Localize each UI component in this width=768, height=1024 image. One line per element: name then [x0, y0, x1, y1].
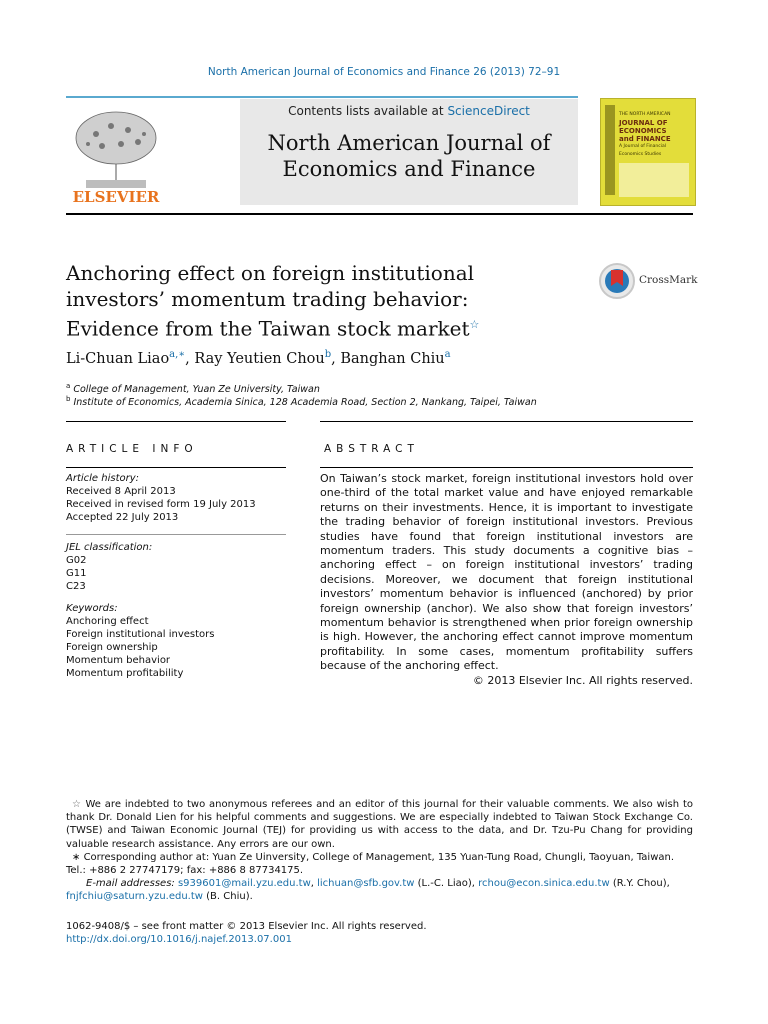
affiliation-b-mark: b — [66, 395, 71, 403]
elsevier-tree-icon — [66, 106, 166, 204]
cover-line6: Economics Studies — [619, 152, 662, 157]
author-2: , Ray Yeutien Chou — [185, 350, 325, 367]
keywords — [66, 602, 286, 680]
cover-line4: and FINANCE — [619, 135, 671, 143]
email-owner: (L.-C. Liao), — [417, 878, 475, 890]
jel-code: G02 — [66, 555, 87, 566]
author-2-sup[interactable]: b — [324, 349, 332, 360]
history-revised: Received in revised form 19 July 2013 — [66, 499, 256, 510]
keyword: Foreign institutional investors — [66, 629, 215, 640]
email-link[interactable]: rchou@econ.sinica.edu.tw — [478, 878, 610, 890]
doi-link[interactable]: http://dx.doi.org/10.1016/j.najef.2013.07.001 — [66, 934, 292, 945]
title-line3: Evidence from the Taiwan stock market — [66, 316, 470, 341]
abstract-top-rule — [320, 421, 693, 422]
acknowledgement-footnote — [66, 798, 693, 851]
header-rule — [66, 96, 578, 98]
history-accepted: Accepted 22 July 2013 — [66, 512, 179, 523]
corresponding-footnote — [66, 851, 693, 864]
affiliation-a — [66, 382, 320, 395]
email-owner: (B. Chiu). — [206, 891, 253, 903]
elsevier-wordmark: ELSEVIER — [72, 188, 160, 204]
author-3: , Banghan Chiu — [331, 350, 445, 367]
jel-code: C23 — [66, 581, 86, 592]
affiliation-b-text: Institute of Economics, Academia Sinica, 128 Academia Road, Section 2, Nankang, Taipei, Taiwan — [73, 397, 537, 409]
affiliation-b — [66, 395, 537, 408]
article-info-heading: ARTICLE INFO — [66, 443, 198, 455]
footnotes — [66, 798, 693, 904]
crossmark-badge[interactable] — [598, 262, 698, 300]
email-owner: (R.Y. Chou), — [612, 878, 670, 890]
cover-line2: JOURNAL OF — [619, 119, 668, 127]
author-1: Li-Chuan Liao — [66, 350, 170, 367]
email-continued — [66, 890, 693, 903]
footnote-star: ☆ — [72, 799, 82, 810]
affiliation-a-mark: a — [66, 382, 71, 390]
crossmark-label: CrossMark — [639, 274, 698, 286]
keyword: Anchoring effect — [66, 616, 149, 627]
running-head[interactable]: North American Journal of Economics and Finance 26 (2013) 72–91 — [207, 66, 561, 78]
article-title — [66, 260, 586, 342]
title-line2: investors’ momentum trading behavior: — [66, 287, 469, 311]
keyword: Momentum profitability — [66, 668, 184, 679]
cover-line3: ECONOMICS — [619, 127, 667, 135]
affiliation-a-text: College of Management, Yuan Ze University, Taiwan — [73, 384, 320, 396]
cover-line1: THE NORTH AMERICAN — [619, 112, 671, 117]
author-1-sup[interactable]: a,∗ — [169, 349, 186, 360]
contents-line — [240, 104, 578, 118]
email-label: E-mail addresses: — [86, 878, 175, 890]
info-top-rule — [66, 421, 286, 422]
email-link[interactable]: fnjfchiu@saturn.yzu.edu.tw — [66, 891, 203, 903]
tel-fax: Tel.: +886 2 27747179; fax: +886 8 87734175. — [66, 865, 304, 877]
journal-title-line2: Economics and Finance — [282, 157, 536, 181]
journal-cover[interactable] — [600, 98, 696, 206]
author-3-sup[interactable]: a — [444, 349, 451, 360]
cover-spine — [605, 105, 615, 195]
author-line — [66, 349, 451, 367]
info-mid-rule — [66, 467, 286, 468]
crossmark-icon — [598, 262, 636, 300]
title-line1: Anchoring effect on foreign institutional — [66, 261, 475, 285]
history-received: Received 8 April 2013 — [66, 486, 176, 497]
footnote-asterisk: ∗ — [72, 851, 81, 863]
email-link[interactable]: s939601@mail.yzu.edu.tw — [177, 878, 311, 890]
cover-line5: A Journal of Financial — [619, 144, 666, 149]
jel-code: G11 — [66, 568, 87, 579]
jel-classification — [66, 541, 286, 593]
jel-label: JEL classification: — [66, 542, 153, 553]
issn-line: 1062-9408/$ – see front matter © 2013 Elsevier Inc. All rights reserved. — [66, 921, 427, 932]
journal-title[interactable] — [240, 130, 578, 182]
keyword: Foreign ownership — [66, 642, 158, 653]
sciencedirect-link[interactable]: ScienceDirect — [447, 104, 530, 118]
info-divider-1 — [66, 534, 286, 535]
abstract-copyright: © 2013 Elsevier Inc. All rights reserved. — [472, 674, 693, 687]
title-footnote-mark[interactable]: ☆ — [469, 318, 480, 331]
article-history — [66, 472, 286, 524]
cover-contents-box — [619, 163, 689, 197]
masthead-rule — [66, 213, 693, 215]
journal-title-line1: North American Journal of — [267, 131, 551, 155]
issn-block — [66, 920, 427, 946]
keywords-label: Keywords: — [66, 603, 118, 614]
abstract-mid-rule — [320, 467, 693, 468]
contents-prefix: Contents lists available at — [288, 104, 448, 118]
elsevier-logo[interactable] — [66, 106, 166, 204]
abstract-heading: ABSTRACT — [324, 443, 419, 455]
email-addresses: E-mail addresses: s939601@mail.yzu.edu.tw, lichuan@sfb.gov.tw (L.-C. Liao), rchou@econ.sinica.edu.tw (R.Y. Chou), — [86, 878, 670, 890]
abstract-text: On Taiwan’s stock market, foreign institutional investors hold over one-third of the total market value and have enjoyed remarkable returns on their investments. Hence, it is important to investigate the trading behavior of foreign institutional investors. Previous studies have found that foreign institutional investors are momentum traders. This study documents a cognitive bias – anchoring effect – on foreign institutional investors’ trading decisions. Moreover, we document that foreign institutional investors’ momentum behavior is influenced (anchored) by prior foreign ownership (anchor). We also show that foreign investors’ momentum behavior is strengthened when prior foreign ownership is high. However, the anchoring effect cannot improve momentum profitability. In some cases, momentum profitability suffers because of the anchoring effect. — [320, 472, 693, 673]
history-label: Article history: — [66, 473, 140, 484]
email-link[interactable]: lichuan@sfb.gov.tw — [317, 878, 415, 890]
keyword: Momentum behavior — [66, 655, 171, 666]
acknowledgement-text: We are indebted to two anonymous referees and an editor of this journal for their valuable comments. We also wish to thank Dr. Donald Lien for his helpful comments and suggestions. We are especially indebted to Taiwan Stock Exchange Co. (TWSE) and Taiwan Economic Journal (TEJ) for providing us with access to the data, and Dr. Tzu-Pu Chang for providing valuable research assistance. Any errors are our own. — [66, 799, 693, 850]
corresponding-text: Corresponding author at: Yuan Ze Uinversity, College of Management, 135 Yuan-Tung Road, Chungli, Taoyuan, Taiwan. — [83, 851, 675, 863]
